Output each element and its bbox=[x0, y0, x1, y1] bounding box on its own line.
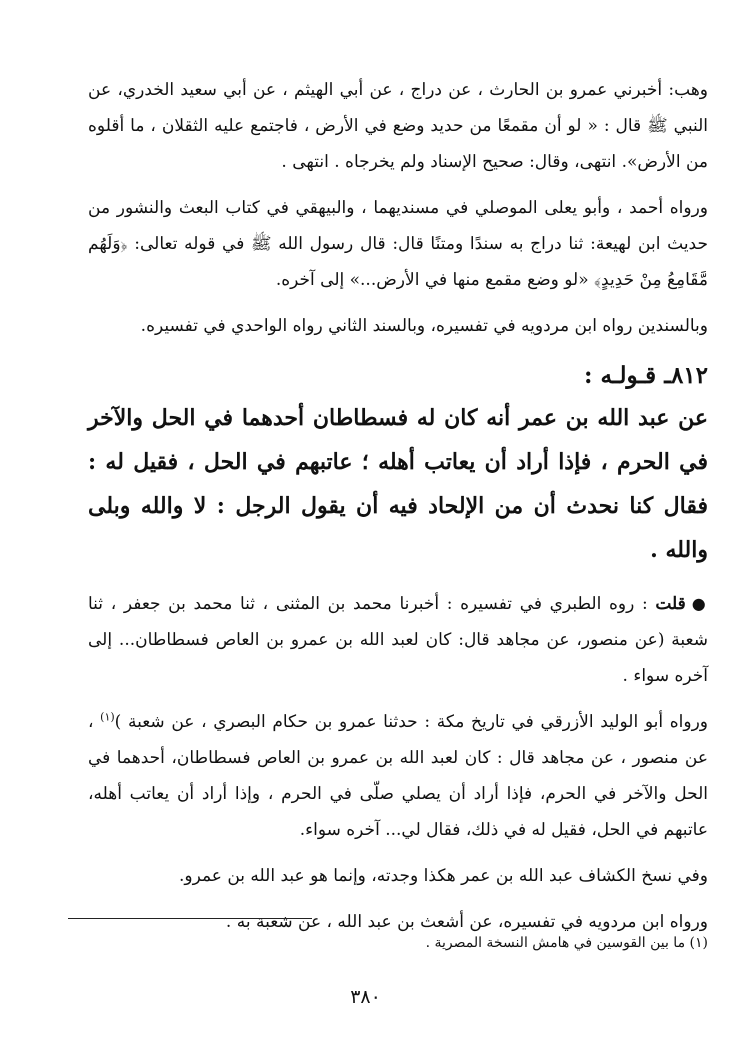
hadith-text: عن عبد الله بن عمر أنه كان له فسطاطان أحدهما في الحل والآخر في الحرم ، فإذا أراد أن يعاتب أهله ؛ عاتبهم في الحل ، فقيل له : فقال كنا نحدث أن من الإلحاد فيه أن يقول الرجل : لا والله وبلى والله . bbox=[88, 405, 708, 563]
footnote: (١) ما بين القوسين في هامش النسخة المصرية . bbox=[425, 935, 708, 951]
paragraph-4 bbox=[88, 586, 708, 694]
paragraph-2: ورواه أحمد ، وأبو يعلى الموصلي في مسنديهما ، والبيهقي في كتاب البعث والنشور من حديث ابن لهيعة: ثنا دراج به سندًا ومتنًا قال: قال رسول الله ﷺ في قوله تعالى: ﴿وَلَهُم مَّقَامِعُ مِنْ حَدِيدٍ﴾ «لو وضع مقمع منها في الأرض...» إلى آخره. bbox=[88, 198, 708, 290]
paragraph-1: وهب: أخبرني عمرو بن الحارث ، عن دراج ، عن أبي الهيثم ، عن أبي سعيد الخدري، عن النبي ﷺ قال : « لو أن مقمعًا من حديد وضع في الأرض ، فاجتمع عليه الثقلان ، ما أقلوه من الأرض». انتهى، وقال: صحيح الإسناد ولم يخرجاه . انتهى . bbox=[88, 80, 708, 172]
footnote-ref[interactable]: (١) bbox=[100, 710, 115, 724]
page-body bbox=[88, 72, 708, 950]
paragraph-3: وبالسندين رواه ابن مردويه في تفسيره، وبالسند الثاني رواه الواحدي في تفسيره. bbox=[140, 316, 708, 336]
bullet-icon: ● bbox=[691, 594, 708, 613]
paragraph-5 bbox=[88, 704, 708, 848]
page-number: ٣٨٠ bbox=[350, 986, 381, 1008]
section-heading bbox=[88, 356, 708, 396]
qult-label: قلت bbox=[655, 594, 686, 614]
paragraph-5-text-a: ورواه أبو الوليد الأزرقي في تاريخ مكة : حدثنا عمرو بن حكام البصري ، عن شعبة ) bbox=[114, 712, 708, 732]
section-number: ٨١٢ـ bbox=[664, 362, 708, 389]
paragraph-5-text-b: ، عن منصور ، عن مجاهد قال : كان لعبد الله بن عمرو بن العاص فسطاطان، أحدهما في الحل والآخر في الحرم، فإذا أراد أن يصلي صلّى في الحرم ، وإذا أراد أن يعاتب أهله، عاتبهم في الحل، فقيل له في ذلك، فقال لي... آخره سواء. bbox=[88, 712, 708, 840]
section-label: قـولـه : bbox=[583, 362, 657, 389]
paragraph-4-text: : روه الطبري في تفسيره : أخبرنا محمد بن المثنى ، ثنا محمد بن جعفر ، ثنا شعبة (عن منصور، عن مجاهد قال: كان لعبد الله بن عمرو بن العاص فسطاطان... إلى آخره سواء . bbox=[88, 594, 708, 686]
paragraph-7: ورواه ابن مردويه في تفسيره، عن أشعث بن عبد الله ، عن شعبة به . bbox=[225, 912, 708, 932]
footnote-divider bbox=[68, 918, 312, 919]
paragraph-6: وفي نسخ الكشاف عبد الله بن عمر هكذا وجدته، وإنما هو عبد الله بن عمرو. bbox=[178, 866, 708, 886]
